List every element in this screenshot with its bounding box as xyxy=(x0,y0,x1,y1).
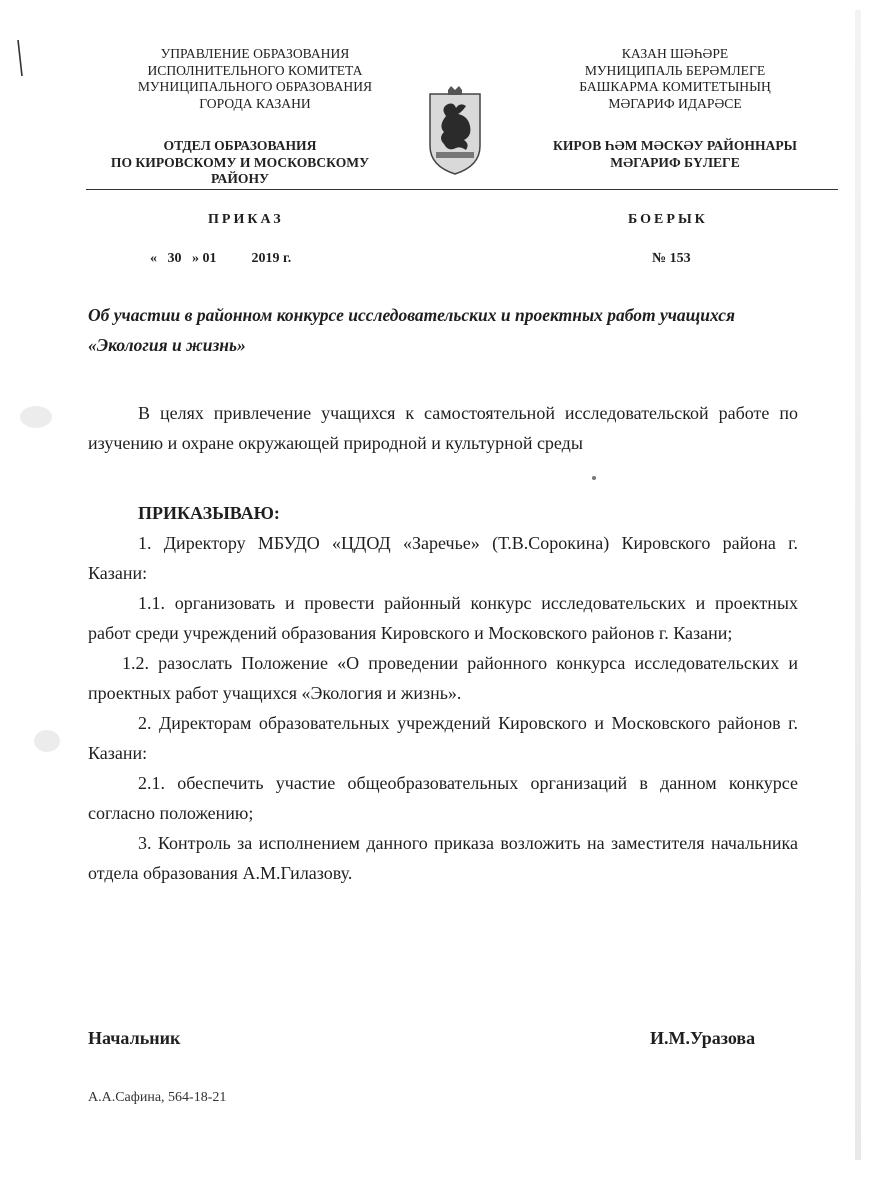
contact-line: А.А.Сафина, 564-18-21 xyxy=(88,1090,227,1105)
intro-paragraph: В целях привлечение учащихся к самостоятельной исследовательской работе по изучению и охране окружающей природной и культурной среды xyxy=(88,403,798,453)
scan-smudge-icon xyxy=(34,730,60,752)
order-item-1-2: 1.2. разослать Положение «О проведении районного конкурса исследовательских и проектных работ учащихся «Экология и жизнь». xyxy=(88,653,798,703)
header-right-line: МУНИЦИПАЛЬ БЕРӘМЛЕГЕ xyxy=(584,62,766,78)
header-left-bold-line: РАЙОНУ xyxy=(210,171,270,186)
order-label-tt: БОЕРЫК xyxy=(628,212,708,227)
header-right-line: КАЗАН ШӘҺӘРЕ xyxy=(621,46,729,61)
signature-name: И.М.Уразова xyxy=(650,1028,756,1048)
header-left-department xyxy=(70,138,410,188)
order-label-ru: ПРИКАЗ xyxy=(208,212,284,227)
decree-heading: ПРИКАЗЫВАЮ: xyxy=(138,503,280,523)
scan-dot-icon xyxy=(592,476,596,480)
header-left-line: ИСПОЛНИТЕЛЬНОГО КОМИТЕТА xyxy=(147,62,363,78)
header-right-line: МӘГАРИФ ИДАРӘСЕ xyxy=(608,95,742,111)
order-item-3: 3. Контроль за исполнением данного приказа возложить на заместителя начальника отдела образования А.М.Гилазову. xyxy=(88,833,798,883)
header-left-line: МУНИЦИПАЛЬНОГО ОБРАЗОВАНИЯ xyxy=(137,79,373,94)
header-divider xyxy=(86,189,838,190)
order-date: « 30 » 01 2019 г. xyxy=(150,251,292,266)
header-right-line: БАШКАРМА КОМИТЕТЫНЫҢ xyxy=(579,79,771,94)
header-left-line: ГОРОДА КАЗАНИ xyxy=(199,95,311,111)
order-item-1-1: 1.1. организовать и провести районный конкурс исследовательских и проектных работ среди учреждений образования Кировского и Московского районов г. Казани; xyxy=(88,593,798,643)
header-left-bold-line: ПО КИРОВСКОМУ И МОСКОВСКОМУ xyxy=(110,154,370,170)
kazan-coat-of-arms-icon xyxy=(426,86,484,176)
order-item-1: 1. Директору МБУДО «ЦДОД «Заречье» (Т.В.Сорокина) Кировского района г. Казани: xyxy=(88,533,798,583)
header-left-bold-line: ОТДЕЛ ОБРАЗОВАНИЯ xyxy=(163,138,317,153)
header-right-bold-line: КИРОВ ҺӘМ МӘСКӘУ РАЙОННАРЫ xyxy=(552,138,798,153)
header-left xyxy=(70,46,440,112)
order-number: № 153 xyxy=(652,251,691,266)
order-item-2-1: 2.1. обеспечить участие общеобразовательных организаций в данном конкурсе согласно положению; xyxy=(88,773,798,823)
header-right-bold-line: МӘГАРИФ БҮЛЕГЕ xyxy=(610,154,740,170)
header-left-line: УПРАВЛЕНИЕ ОБРАЗОВАНИЯ xyxy=(160,46,350,61)
order-item-2: 2. Директорам образовательных учреждений Кировского и Московского районов г. Казани: xyxy=(88,713,798,763)
document-title: Об участии в районном конкурсе исследовательских и проектных работ учащихся «Экология и жизнь» xyxy=(88,305,736,355)
signature-title: Начальник xyxy=(88,1028,181,1048)
header-right-department xyxy=(520,138,830,171)
document-body xyxy=(88,398,798,888)
header-right xyxy=(520,46,830,112)
scan-edge-icon xyxy=(855,10,861,1160)
scan-mark-icon xyxy=(14,38,26,78)
scan-smudge-icon xyxy=(20,406,52,428)
paragraph-gap xyxy=(88,458,798,498)
